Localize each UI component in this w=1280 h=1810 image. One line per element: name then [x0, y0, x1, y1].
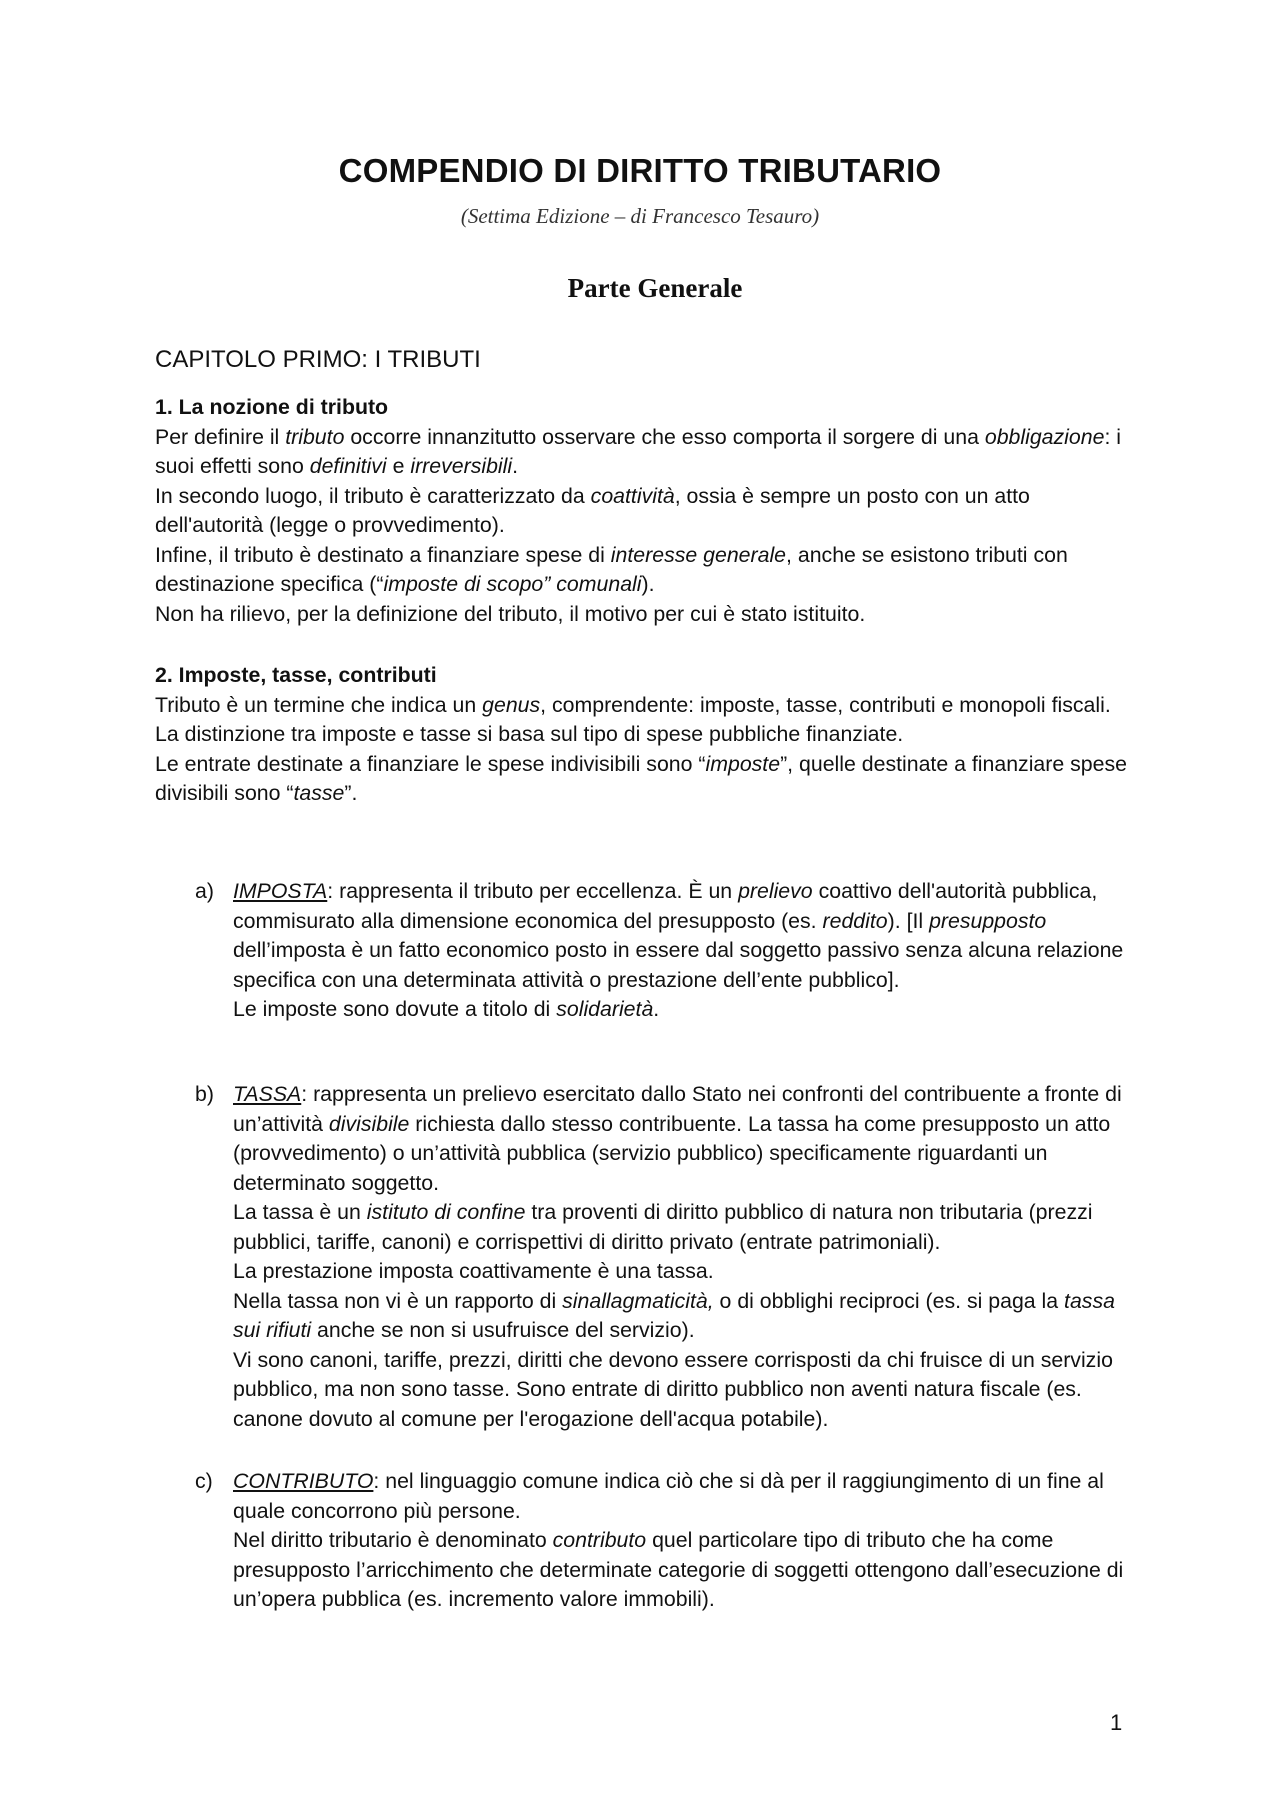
document-subtitle: (Settima Edizione – di Francesco Tesauro) — [460, 204, 820, 228]
list-marker: b) — [195, 1082, 214, 1106]
list-item-imposta — [195, 877, 1135, 1025]
paragraph: Le entrate destinate a finanziare le spese indivisibili sono “imposte”, quelle destinate a finanziare spese divisibili sono “tasse”. — [155, 751, 1127, 805]
section-2 — [155, 661, 1135, 809]
section-heading: 1. La nozione di tributo — [155, 395, 389, 419]
term-tassa: TASSA — [233, 1082, 302, 1106]
paragraph: TASSA: rappresenta un prelievo esercitato dallo Stato nei confronti del contribuente a fronte di un’attività divisibile richiesta dallo stesso contribuente. La tassa ha come presupposto un atto (provvedimento) o un’attività pubblica (servizio pubblico) specificamente riguardanti un determinato soggetto. — [233, 1082, 1122, 1195]
paragraph: Vi sono canoni, tariffe, prezzi, diritti che devono essere corrisposti da chi fruisce di un servizio pubblico, ma non sono tasse. Sono entrate di diritto pubblico non aventi natura fiscale (es. canone dovuto al comune per l'erogazione dell'acqua potabile). — [233, 1347, 1113, 1431]
paragraph: Per definire il tributo occorre innanzitutto osservare che esso comporta il sorgere di una obbligazione: i suoi effetti sono definitivi e irreversibili. — [155, 424, 1122, 478]
term-contributo: CONTRIBUTO — [233, 1469, 374, 1493]
paragraph: Nel diritto tributario è denominato contributo quel particolare tipo di tributo che ha come presupposto l’arricchimento che determinate categorie di soggetti ottengono dall’esecuzione di un’opera pubblica (es. incremento valore immobili). — [233, 1528, 1124, 1611]
chapter-heading: CAPITOLO PRIMO: I TRIBUTI — [155, 346, 481, 373]
term-imposta: IMPOSTA — [233, 879, 328, 903]
part-heading: Parte Generale — [567, 273, 743, 303]
list-item-tassa — [195, 1080, 1135, 1434]
paragraph: IMPOSTA: rappresenta il tributo per eccellenza. È un prelievo coattivo dell'autorità pubblica, commisurato alla dimensione economica del presupposto (es. reddito). [Il presupposto dell’imposta è un fatto economico posto in essere dal soggetto passivo senza alcuna relazione specifica con una determinata attività o prestazione dell’ente pubblico]. — [233, 879, 1124, 992]
paragraph: Infine, il tributo è destinato a finanziare spese di interesse generale, anche se esistono tributi con destinazione specifica (“imposte di scopo” comunali). — [155, 542, 1068, 596]
paragraph: In secondo luogo, il tributo è caratterizzato da coattività, ossia è sempre un posto con un atto dell'autorità (legge o provvedimento). — [155, 483, 1030, 537]
list-marker: a) — [195, 879, 214, 903]
paragraph: CONTRIBUTO: nel linguaggio comune indica ciò che si dà per il raggiungimento di un fine al quale concorrono più persone. — [233, 1469, 1104, 1523]
page-number: 1 — [1110, 1710, 1123, 1735]
paragraph: La distinzione tra imposte e tasse si basa sul tipo di spese pubbliche finanziate. — [155, 722, 904, 746]
document-title: COMPENDIO DI DIRITTO TRIBUTARIO — [338, 152, 942, 189]
paragraph: Tributo è un termine che indica un genus, comprendente: imposte, tasse, contributi e monopoli fiscali. — [155, 692, 1111, 717]
paragraph: Nella tassa non vi è un rapporto di sinallagmaticità, o di obblighi reciproci (es. si paga la tassa sui rifiuti anche se non si usufruisce del servizio). — [233, 1288, 1115, 1342]
paragraph: La tassa è un istituto di confine tra proventi di diritto pubblico di natura non tributaria (prezzi pubblici, tariffe, canoni) e corrispettivi di diritto privato (entrate patrimoniali). — [233, 1200, 1093, 1254]
list-marker: c) — [195, 1469, 213, 1493]
paragraph: La prestazione imposta coattivamente è una tassa. — [233, 1259, 714, 1283]
paragraph: Non ha rilievo, per la definizione del tributo, il motivo per cui è stato istituito. — [155, 601, 866, 626]
section-heading: 2. Imposte, tasse, contributi — [155, 663, 437, 687]
paragraph: Le imposte sono dovute a titolo di solidarietà. — [233, 997, 660, 1021]
section-1 — [155, 393, 1135, 629]
list-item-contributo — [195, 1467, 1135, 1615]
